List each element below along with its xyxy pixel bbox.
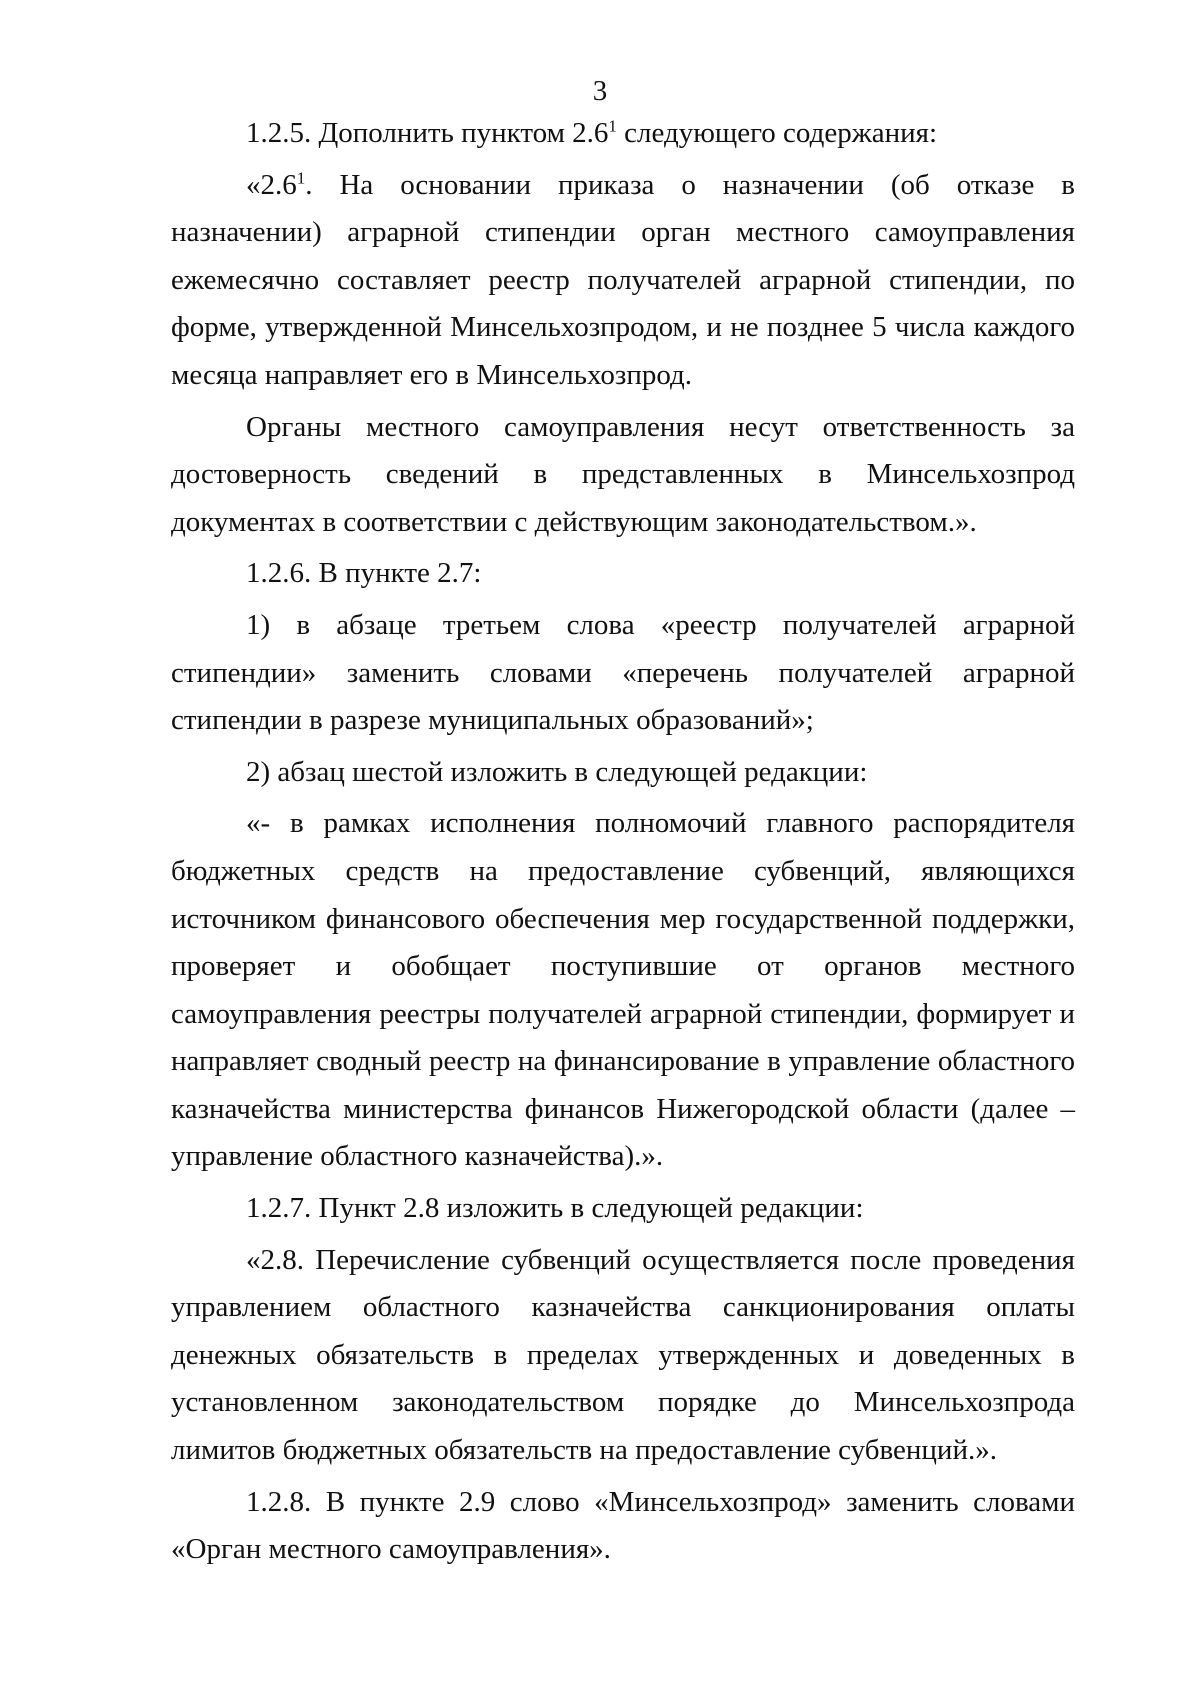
paragraph-abzac-6 bbox=[171, 800, 1075, 1181]
paragraph-2-6-1 bbox=[171, 162, 1075, 400]
paragraph-text: 2) абзац шестой изложить в следующей редакции: bbox=[246, 755, 868, 788]
superscript: 1 bbox=[296, 167, 306, 187]
paragraph-text: Органы местного самоуправления несут ответственность за достоверность сведений в представленных в Минсельхозпрод документах в соответствии с действующим законодательством.». bbox=[171, 410, 1075, 538]
paragraph-item-1 bbox=[171, 602, 1075, 745]
paragraph-text: . На основании приказа о назначении (об отказе в назначении) аграрной стипендии орган местного самоуправления ежемесячно составляет реестр получателей аграрной стипендии, по форме, утвержденной Минсельхозпродом, и не позднее 5 числа каждого месяца направляет его в Минсельхозпрод. bbox=[171, 168, 1075, 391]
paragraph-item-2 bbox=[171, 749, 1075, 797]
paragraph-text: «2.6 bbox=[246, 168, 297, 201]
paragraph-1-2-7 bbox=[171, 1185, 1075, 1233]
paragraph-responsibility bbox=[171, 404, 1075, 547]
paragraph-text: 1.2.5. Дополнить пунктом 2.6 bbox=[246, 117, 609, 149]
page-number: 3 bbox=[592, 75, 608, 107]
document-body bbox=[171, 110, 1075, 1578]
paragraph-text: 1.2.6. В пункте 2.7: bbox=[246, 557, 482, 590]
paragraph-text: «- в рамках исполнения полномочий главного распорядителя бюджетных средств на предоставление субвенций, являющихся источником финансового обеспечения мер государственной поддержки, проверяет и обобщает поступившие от органов местного самоуправления реестры получателей аграрной стипендии, формирует и направляет сводный реестр на финансирование в управление областного казначейства министерства финансов Нижегородской области (далее – управление областного казначейства).». bbox=[171, 807, 1075, 1173]
paragraph-text: 1.2.8. В пункте 2.9 слово «Минсельхозпрод» заменить словами «Орган местного самоуправления». bbox=[171, 1485, 1075, 1566]
paragraph-text: следующего содержания: bbox=[616, 117, 938, 149]
superscript: 1 bbox=[608, 116, 617, 136]
paragraph-1-2-6 bbox=[171, 550, 1075, 598]
paragraph-1-2-5 bbox=[171, 110, 1075, 158]
paragraph-2-8 bbox=[171, 1237, 1075, 1475]
paragraph-text: «2.8. Перечисление субвенций осуществляется после проведения управлением областного казначейства санкционирования оплаты денежных обязательств в пределах утвержденных и доведенных в установленном законодательством порядке до Минсельхозпрода лимитов бюджетных обязательств на предоставление субвенций.». bbox=[171, 1243, 1075, 1467]
paragraph-1-2-8 bbox=[171, 1479, 1075, 1574]
paragraph-text: 1.2.7. Пункт 2.8 изложить в следующей редакции: bbox=[246, 1192, 864, 1225]
paragraph-text: 1) в абзаце третьем слова «реестр получателей аграрной стипендии» заменить словами «перечень получателей аграрной стипендии в разрезе муниципальных образований»; bbox=[171, 608, 1075, 737]
